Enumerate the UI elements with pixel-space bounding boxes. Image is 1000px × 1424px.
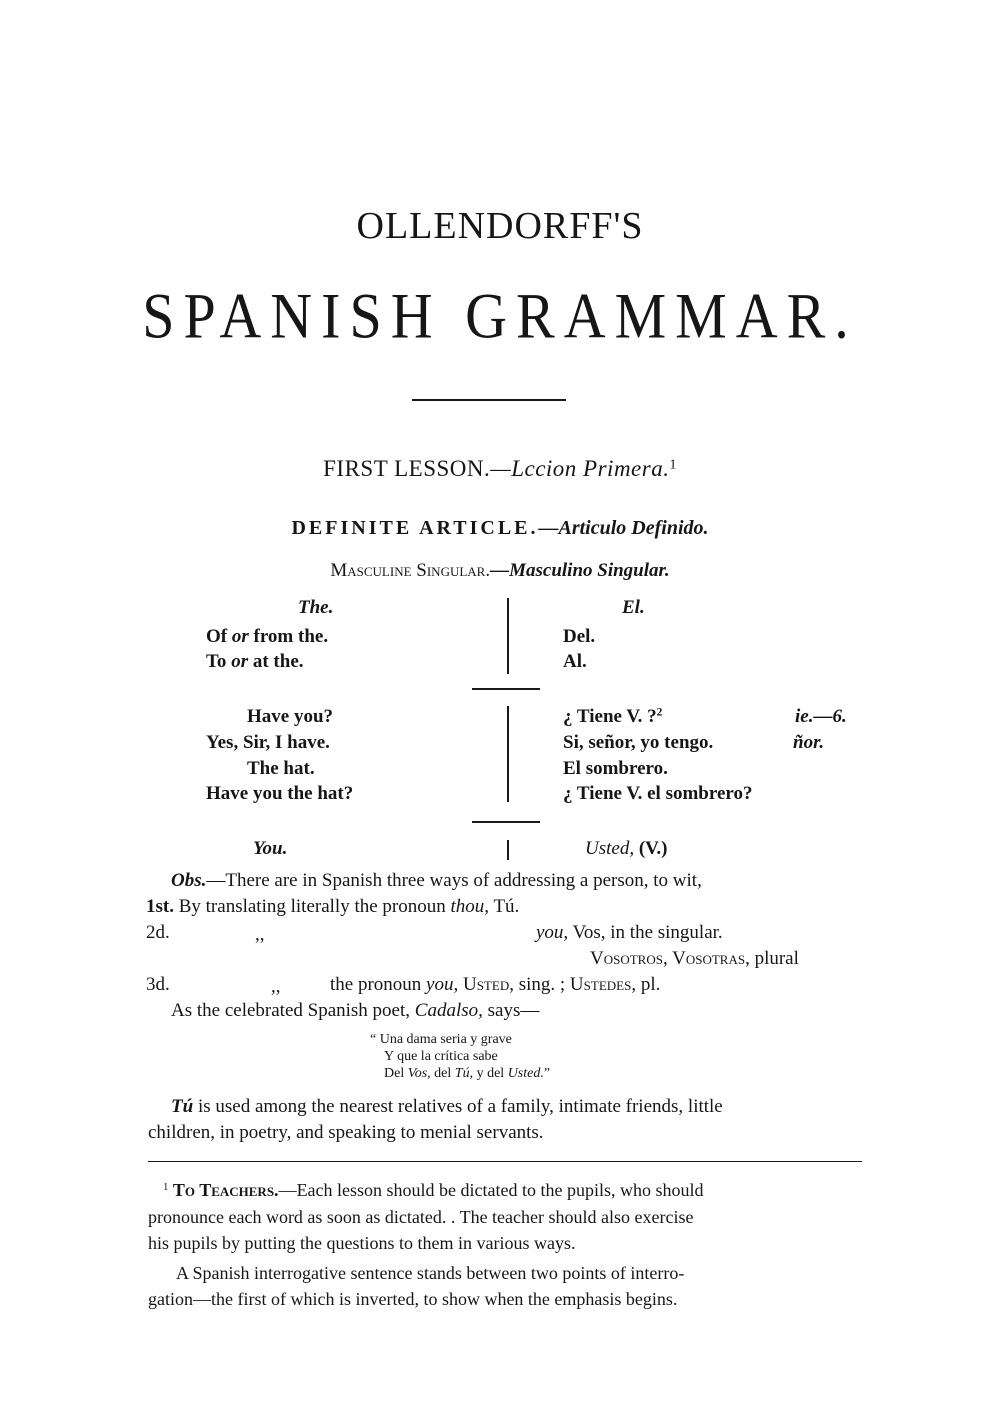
obs-third-ditto: ,, bbox=[271, 976, 281, 997]
table1-row2-spanish: Del. bbox=[563, 626, 596, 647]
footnote-2-line-1: A Spanish interrogative sentence stands between two points of interro- bbox=[176, 1263, 685, 1283]
table1-row1-english: The. bbox=[298, 597, 334, 618]
footnote-2-line-2: gation—the first of which is inverted, to show when the emphasis begins. bbox=[148, 1289, 678, 1309]
table2-row4-spanish: ¿ Tiene V. el sombrero? bbox=[563, 783, 753, 804]
obs-second-ditto: ,, bbox=[255, 924, 265, 945]
table1-rule bbox=[472, 688, 540, 690]
footnote-1-line-3: his pupils by putting the questions to them in various ways. bbox=[148, 1233, 576, 1253]
table3-spanish: Usted, (V.) bbox=[585, 838, 668, 859]
poem-line-2: Y que la crítica sabe bbox=[384, 1049, 498, 1064]
table2-row2-english: Yes, Sir, I have. bbox=[206, 732, 330, 753]
margin-note-2: ñor. bbox=[793, 732, 825, 753]
book-author-title: OLLENDORFF'S bbox=[356, 205, 644, 247]
obs-third-label: 3d. bbox=[146, 974, 170, 995]
book-main-title: SPANISH GRAMMAR. bbox=[142, 279, 858, 352]
obs-intro: Obs.—There are in Spanish three ways of addressing a person, to wit, bbox=[171, 870, 702, 891]
obs-second-text: you, Vos, in the singular. bbox=[536, 922, 723, 943]
margin-note-1: ie.—6. bbox=[795, 706, 847, 727]
obs-second-label: 2d. bbox=[146, 922, 170, 943]
table1-row1-spanish: El. bbox=[622, 597, 645, 618]
obs-first: 1st. By translating literally the pronoun thou, Tú. bbox=[146, 896, 520, 917]
tu-paragraph-line-2: children, in poetry, and speaking to menial servants. bbox=[148, 1122, 544, 1143]
table2-row1-english: Have you? bbox=[247, 706, 334, 727]
poem-line-1: “ Una dama seria y grave bbox=[370, 1032, 512, 1047]
table1-row3-english: To or at the. bbox=[206, 651, 304, 672]
table2-row3-english: The hat. bbox=[247, 758, 315, 779]
footnote-1-line-2: pronounce each word as soon as dictated. . The teacher should also exercise bbox=[148, 1207, 694, 1227]
footnote-1-line-1: $^1$ To Teachers.—Each lesson should be dictated to the pupils, who should bbox=[163, 1180, 704, 1200]
section-heading: DEFINITE ARTICLE.—Articulo Definido. bbox=[291, 517, 709, 539]
subsection-heading: Masculine Singular.—Masculino Singular. bbox=[330, 560, 670, 581]
table2-divider bbox=[507, 706, 509, 802]
table1-row2-english: Of or from the. bbox=[206, 626, 329, 647]
table2-row1-spanish: ¿ Tiene V. ?$^2$ bbox=[563, 706, 663, 727]
table1-divider bbox=[507, 598, 509, 674]
table1-row3-spanish: Al. bbox=[563, 651, 587, 672]
obs-plural: Vosotros, Vosotras, plural bbox=[590, 948, 799, 969]
table2-row2-spanish: Si, señor, yo tengo. bbox=[563, 732, 714, 753]
table2-row4-english: Have you the hat? bbox=[206, 783, 354, 804]
lesson-heading: FIRST LESSON.—Lccion Primera.$^1$ bbox=[323, 456, 677, 481]
tu-paragraph-line-1: Tú is used among the nearest relatives of a family, intimate friends, little bbox=[171, 1096, 723, 1117]
footnote-ref-1: 1 bbox=[669, 456, 677, 472]
table3-english: You. bbox=[253, 838, 288, 859]
title-rule bbox=[412, 399, 566, 401]
table3-divider bbox=[507, 840, 509, 860]
obs-third-text: the pronoun you, Usted, sing. ; Ustedes, pl. bbox=[330, 974, 661, 995]
table2-row3-spanish: El sombrero. bbox=[563, 758, 668, 779]
poem-line-3: Del Vos, del Tú, y del Usted.” bbox=[384, 1066, 551, 1081]
footnote-ref-2: 2 bbox=[656, 706, 663, 719]
table2-rule bbox=[472, 821, 540, 823]
footnote-separator bbox=[148, 1161, 862, 1162]
obs-poet: As the celebrated Spanish poet, Cadalso, says— bbox=[171, 1000, 540, 1021]
